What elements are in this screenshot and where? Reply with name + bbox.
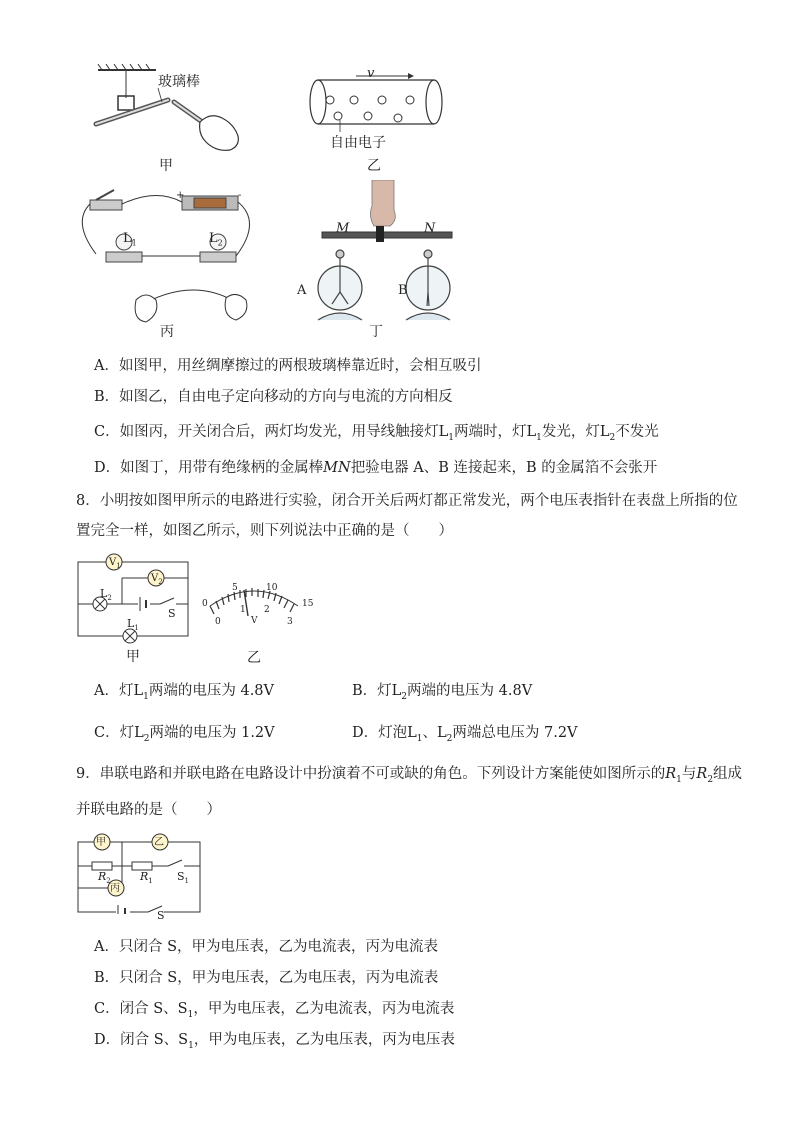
q7-option-c[interactable]: C．如图丙，开关闭合后，两灯均发光，用导线触接灯$L_1$两端时，灯$L_1$发光，灯$L_2$不发光 [94, 424, 659, 443]
q9-stem-line2: 并联电路的是（ ） [76, 802, 221, 818]
figure-yi-caption: 乙 [367, 158, 381, 174]
q8-dial-inner-3: 3 [287, 617, 293, 627]
q9-R2-label: $R_2$ [98, 870, 111, 886]
q7-option-a[interactable]: A．如图甲，用丝绸摩擦过的两根玻璃棒靠近时，会相互吸引 [94, 358, 482, 374]
q8-option-a[interactable]: A．灯$L_1$两端的电压为 4.8V [94, 683, 274, 702]
q8-L2-label: $L_2$ [100, 587, 112, 603]
q8-option-d[interactable]: D．灯泡$L_1$、$L_2$两端总电压为 7.2V [352, 725, 578, 744]
q8-dial-unit: V [251, 616, 258, 626]
q9-option-d[interactable]: D．闭合 S、$S_1$，甲为电压表，乙为电压表，丙为电压表 [94, 1032, 455, 1051]
figure-ding-caption: 丁 [369, 324, 383, 340]
q8-V1-label: $V_1$ [109, 557, 121, 570]
q8-S-label: S [168, 607, 176, 620]
q9-option-c[interactable]: C．闭合 S、$S_1$，甲为电压表，乙为电流表，丙为电流表 [94, 1001, 455, 1020]
rod-label: 玻璃棒 [158, 74, 200, 90]
q8-figure-yi-caption: 乙 [247, 650, 261, 666]
figure-yi-electron-tube [308, 70, 448, 140]
bing-L2-label: $L_2$ [209, 231, 223, 248]
ding-B: B [398, 283, 408, 298]
q9-R1-label: $R_1$ [140, 870, 153, 886]
q8-dial-inner-1: 1 [240, 605, 246, 615]
ding-N: N [424, 221, 436, 236]
figure-bing-circuit [66, 182, 266, 337]
q9-option-a[interactable]: A．只闭合 S，甲为电压表，乙为电流表，丙为电流表 [94, 939, 439, 955]
ding-A: A [297, 283, 307, 298]
q8-stem-line2: 置完全一样，如图乙所示，则下列说法中正确的是（ ） [76, 523, 453, 539]
q8-option-c[interactable]: C．灯$L_2$两端的电压为 1.2V [94, 725, 275, 744]
bing-minus: - [238, 190, 242, 201]
ding-M: M [336, 221, 350, 236]
q8-dial-inner-2: 2 [264, 605, 270, 615]
figure-ding-electroscopes [300, 180, 470, 326]
q9-option-b[interactable]: B．只闭合 S，甲为电压表，乙为电压表，丙为电流表 [94, 970, 439, 986]
q9-stem-line1: 9．串联电路和并联电路在电路设计中扮演着不可或缺的角色。下列设计方案能使如图所示的$R_1$与$R_2$组成 [76, 766, 743, 785]
q8-dial-outer-5: 5 [232, 583, 238, 593]
bing-L1-label: $L_1$ [123, 231, 137, 248]
q9-meter-bing: 丙 [110, 883, 120, 894]
q9-S-label: S [157, 909, 165, 922]
q8-dial-outer-0: 0 [202, 599, 208, 609]
velocity-label: v [367, 66, 375, 81]
q8-V2-label: $V_2$ [151, 573, 163, 586]
q9-meter-yi: 乙 [154, 837, 164, 848]
q8-L1-label: $L_1$ [127, 617, 139, 633]
electron-label: 自由电子 [330, 135, 386, 151]
q9-meter-jia: 甲 [96, 837, 106, 848]
figure-jia-caption: 甲 [159, 158, 173, 174]
bing-plus: + [176, 190, 185, 201]
q9-S1-label: $S_1$ [177, 870, 190, 886]
q8-dial-outer-15: 15 [302, 599, 314, 609]
q8-figure-jia-caption: 甲 [126, 649, 140, 665]
q8-stem-line1: 8．小明按如图甲所示的电路进行实验，闭合开关后两灯都正常发光，两个电压表指针在表盘上所指的位 [76, 493, 738, 509]
figure-bing-caption: 丙 [160, 324, 174, 340]
q8-option-b[interactable]: B．灯$L_2$两端的电压为 4.8V [352, 683, 533, 702]
q7-option-b[interactable]: B．如图乙，自由电子定向移动的方向与电流的方向相反 [94, 389, 453, 405]
q8-dial-inner-0: 0 [215, 617, 221, 627]
q8-dial-outer-10: 10 [266, 583, 278, 593]
q7-option-d[interactable]: D．如图丁，用带有绝缘柄的金属棒MN把验电器 A、B 连接起来，B 的金属箔不会张开 [94, 460, 658, 476]
